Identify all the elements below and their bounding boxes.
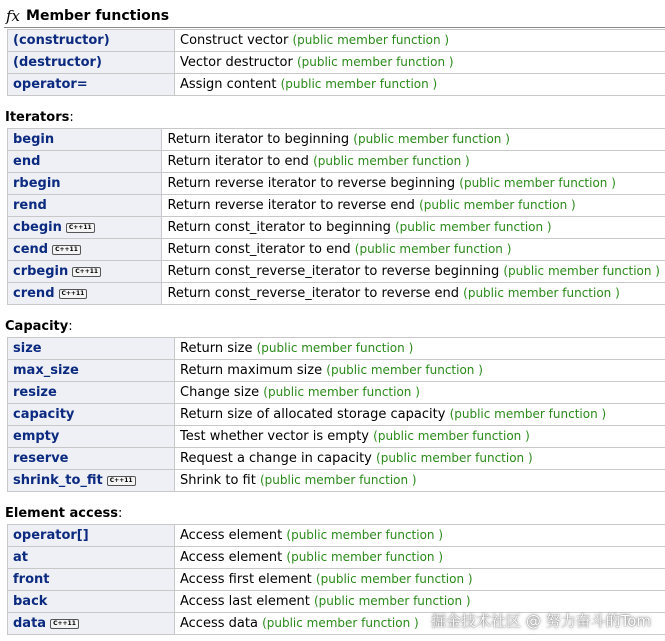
table-row — [7, 29, 665, 52]
function-description: Return const_iterator to end — [167, 242, 351, 257]
section-label-capacity: Capacity: — [5, 319, 73, 334]
function-description-cell — [175, 569, 665, 591]
function-link-operator[interactable]: operator= — [13, 77, 88, 92]
function-link-front[interactable]: front — [13, 572, 50, 587]
member-kind-label: (public member function ) — [354, 242, 512, 256]
function-description: Return const_reverse_iterator to reverse end — [167, 286, 459, 301]
function-name-cell — [7, 547, 175, 569]
table-row — [7, 52, 665, 74]
function-description: Access element — [180, 528, 283, 543]
cpp11-badge-icon: C++11 — [52, 245, 81, 255]
member-kind-label: (public member function ) — [296, 55, 454, 69]
function-link-destructor[interactable]: (destructor) — [13, 55, 102, 70]
member-kind-label: (public member function ) — [280, 77, 438, 91]
cpp11-badge-icon: C++11 — [59, 289, 88, 299]
cpp11-badge-icon: C++11 — [50, 619, 79, 629]
table-row — [7, 426, 665, 448]
function-description-cell — [162, 239, 665, 261]
function-name-cell — [7, 173, 162, 195]
function-link-constructor[interactable]: (constructor) — [13, 33, 110, 48]
cpp11-badge-icon: C++11 — [66, 223, 95, 233]
function-name-cell — [7, 195, 162, 217]
function-link-cbegin[interactable]: cbegin — [13, 220, 62, 235]
function-link-max-size[interactable]: max_size — [13, 363, 79, 378]
table-row — [7, 547, 665, 569]
function-description: Access last element — [180, 594, 310, 609]
function-description: Change size — [180, 385, 260, 400]
function-link-rbegin[interactable]: rbegin — [13, 176, 61, 191]
function-description: Return size of allocated storage capacity — [180, 407, 446, 422]
table-row — [7, 360, 665, 382]
function-description-cell — [162, 173, 665, 195]
function-description: Access data — [180, 616, 258, 631]
function-link-rend[interactable]: rend — [13, 198, 47, 213]
function-description-cell — [175, 337, 665, 360]
function-name-cell — [7, 239, 162, 261]
function-link-size[interactable]: size — [13, 341, 42, 356]
table-row — [7, 404, 665, 426]
function-description-cell — [175, 524, 665, 547]
table-row — [7, 217, 665, 239]
function-description-cell — [162, 195, 665, 217]
function-name-cell — [7, 591, 175, 613]
member-table-general — [7, 29, 665, 96]
function-link-operator[interactable]: operator[] — [13, 528, 89, 543]
table-row — [7, 195, 665, 217]
function-description-cell — [175, 382, 665, 404]
function-name-cell — [7, 524, 175, 547]
member-kind-label: (public member function ) — [313, 594, 471, 608]
function-link-capacity[interactable]: capacity — [13, 407, 75, 422]
member-kind-label: (public member function ) — [256, 341, 414, 355]
watermark: 掘金技术社区 @ 努力奋斗的Tom — [431, 612, 651, 630]
function-description: Shrink to fit — [180, 473, 256, 488]
function-description: Test whether vector is empty — [180, 429, 370, 444]
table-row — [7, 261, 665, 283]
table-row — [7, 524, 665, 547]
function-description: Return reverse iterator to reverse beginning — [167, 176, 456, 191]
member-kind-label: (public member function ) — [394, 220, 552, 234]
member-kind-label: (public member function ) — [292, 33, 450, 47]
function-name-cell — [7, 404, 175, 426]
function-description: Return iterator to beginning — [167, 132, 350, 147]
table-row — [7, 128, 665, 151]
function-description-cell — [162, 217, 665, 239]
table-row — [7, 382, 665, 404]
function-description-cell — [175, 29, 665, 52]
section-label-element-access: Element access: — [5, 506, 123, 521]
table-row — [7, 470, 665, 492]
function-link-at[interactable]: at — [13, 550, 28, 565]
function-link-crend[interactable]: crend — [13, 286, 55, 301]
function-description-cell — [175, 74, 665, 96]
function-name-cell — [7, 382, 175, 404]
table-row — [7, 74, 665, 96]
member-kind-label: (public member function ) — [459, 176, 616, 190]
function-name-cell — [7, 448, 175, 470]
section-header — [6, 6, 169, 26]
page-title: Member functions — [26, 8, 170, 24]
member-kind-label: (public member function ) — [376, 451, 533, 465]
function-name-cell — [7, 569, 175, 591]
function-description: Access first element — [180, 572, 312, 587]
cpp11-badge-icon: C++11 — [72, 267, 101, 277]
member-kind-label: (public member function ) — [373, 429, 530, 443]
function-description: Return reverse iterator to reverse end — [167, 198, 415, 213]
function-name-cell — [7, 426, 175, 448]
function-link-empty[interactable]: empty — [13, 429, 60, 444]
function-description-cell — [175, 448, 665, 470]
member-kind-label: (public member function ) — [286, 528, 444, 542]
function-description: Return const_reverse_iterator to reverse beginning — [167, 264, 500, 279]
member-kind-label: (public member function ) — [263, 385, 420, 399]
function-link-back[interactable]: back — [13, 594, 48, 609]
function-description-cell — [175, 404, 665, 426]
table-row — [7, 283, 665, 305]
function-link-data[interactable]: data — [13, 616, 47, 631]
function-link-end[interactable]: end — [13, 154, 41, 169]
member-table-capacity — [7, 337, 665, 492]
function-link-begin[interactable]: begin — [13, 132, 55, 147]
function-description-cell — [162, 151, 665, 173]
function-description: Vector destructor — [180, 55, 293, 70]
function-name-cell — [7, 217, 162, 239]
function-link-resize[interactable]: resize — [13, 385, 57, 400]
function-link-cend[interactable]: cend — [13, 242, 49, 257]
function-name-cell — [7, 337, 175, 360]
member-kind-label: (public member function ) — [315, 572, 473, 586]
function-name-cell — [7, 29, 175, 52]
function-description: Assign content — [180, 77, 277, 92]
function-description: Return iterator to end — [167, 154, 309, 169]
function-name-cell — [7, 613, 175, 635]
member-kind-label: (public member function ) — [286, 550, 444, 564]
function-description: Return maximum size — [180, 363, 323, 378]
table-row — [7, 337, 665, 360]
table-row — [7, 239, 665, 261]
function-name-cell — [7, 128, 162, 151]
member-kind-label: (public member function ) — [262, 616, 419, 630]
function-description-cell — [162, 261, 665, 283]
function-name-cell — [7, 151, 162, 173]
function-description-cell — [175, 52, 665, 74]
function-description: Construct vector — [180, 33, 289, 48]
function-name-cell — [7, 261, 162, 283]
header-divider — [4, 27, 665, 28]
function-link-reserve[interactable]: reserve — [13, 451, 69, 466]
function-link-shrink-to-fit[interactable]: shrink_to_fit — [13, 473, 103, 488]
function-description: Request a change in capacity — [180, 451, 372, 466]
member-kind-label: (public member function ) — [326, 363, 483, 377]
member-kind-label: (public member function ) — [353, 132, 510, 146]
function-description-cell — [162, 283, 665, 305]
function-description-cell — [175, 426, 665, 448]
member-table-iterators — [7, 128, 665, 305]
function-description: Access element — [180, 550, 283, 565]
function-description-cell — [175, 360, 665, 382]
function-name-cell — [7, 74, 175, 96]
table-row — [7, 569, 665, 591]
function-name-cell — [7, 470, 175, 492]
member-kind-label: (public member function ) — [313, 154, 470, 168]
section-label-iterators: Iterators: — [5, 110, 74, 125]
member-kind-label: (public member function ) — [463, 286, 620, 300]
member-kind-label: (public member function ) — [259, 473, 417, 487]
table-row — [7, 151, 665, 173]
function-description-cell — [175, 547, 665, 569]
function-name-cell — [7, 360, 175, 382]
cpp11-badge-icon: C++11 — [107, 476, 136, 486]
function-link-crbegin[interactable]: crbegin — [13, 264, 69, 279]
table-row — [7, 173, 665, 195]
table-row — [7, 448, 665, 470]
member-kind-label: (public member function ) — [503, 264, 660, 278]
member-kind-label: (public member function ) — [449, 407, 607, 421]
function-description: Return size — [180, 341, 253, 356]
function-name-cell — [7, 283, 162, 305]
function-description: Return const_iterator to beginning — [167, 220, 391, 235]
function-name-cell — [7, 52, 175, 74]
fx-icon: fx — [6, 7, 21, 25]
function-description-cell — [162, 128, 665, 151]
function-description-cell — [175, 470, 665, 492]
member-kind-label: (public member function ) — [419, 198, 576, 212]
